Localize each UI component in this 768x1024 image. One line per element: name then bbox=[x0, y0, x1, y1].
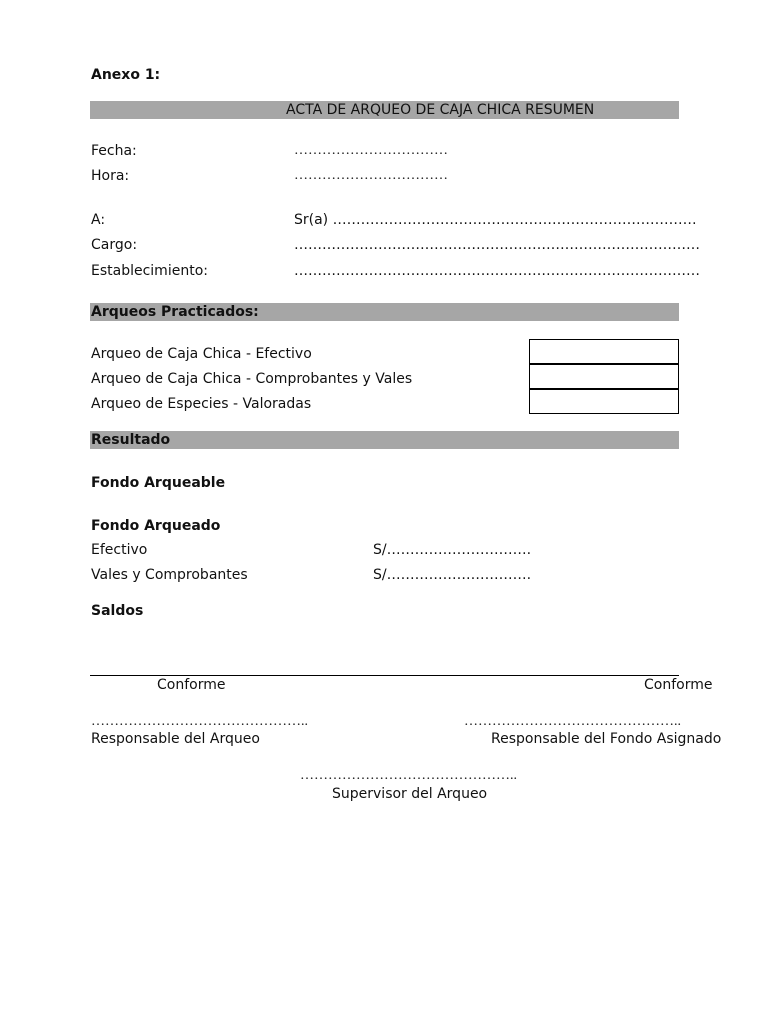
saldos-label: Saldos bbox=[91, 603, 144, 619]
establecimiento-label: Establecimiento: bbox=[91, 263, 208, 279]
fondo-arqueado-label: Fondo Arqueado bbox=[91, 518, 221, 534]
hora-value: …………………………… bbox=[294, 168, 448, 183]
section-practicados-title: Arqueos Practicados: bbox=[91, 304, 259, 320]
arqueo-box-especies[interactable] bbox=[529, 389, 679, 414]
vales-label: Vales y Comprobantes bbox=[91, 567, 248, 583]
cargo-label: Cargo: bbox=[91, 237, 138, 253]
sign-right-label: Responsable del Fondo Asignado bbox=[491, 731, 722, 747]
fondo-arqueable-label: Fondo Arqueable bbox=[91, 475, 226, 491]
arqueo-item-especies: Arqueo de Especies - Valoradas bbox=[91, 396, 312, 412]
arqueo-box-comprobantes[interactable] bbox=[529, 364, 679, 389]
section-practicados-bar bbox=[90, 303, 679, 321]
arqueo-item-efectivo: Arqueo de Caja Chica - Efectivo bbox=[91, 346, 312, 362]
a-value: Sr(a) …………………………………………………………………… bbox=[294, 212, 697, 228]
conforme-right: Conforme bbox=[644, 677, 713, 693]
fecha-label: Fecha: bbox=[91, 143, 137, 159]
establecimiento-value: …………………………………………………………………………… bbox=[294, 263, 700, 279]
sign-center-dots: ……………………………………….. bbox=[300, 768, 517, 783]
arqueo-item-comprobantes: Arqueo de Caja Chica - Comprobantes y Vales bbox=[91, 371, 413, 387]
section-resultado-title: Resultado bbox=[91, 432, 171, 448]
sign-left-dots: ……………………………………….. bbox=[91, 714, 308, 729]
title-bar bbox=[90, 101, 679, 119]
sign-center-label: Supervisor del Arqueo bbox=[332, 786, 488, 802]
conforme-left: Conforme bbox=[157, 677, 226, 693]
sign-left-label: Responsable del Arqueo bbox=[91, 731, 260, 747]
fecha-value: …………………………… bbox=[294, 143, 448, 158]
sign-right-dots: ……………………………………….. bbox=[464, 714, 681, 729]
hora-label: Hora: bbox=[91, 168, 130, 184]
cargo-value: …………………………………………………………………………… bbox=[294, 237, 700, 253]
document-title: ACTA DE ARQUEO DE CAJA CHICA RESUMEN bbox=[286, 102, 595, 118]
efectivo-value: S/…………………………. bbox=[373, 542, 532, 558]
efectivo-label: Efectivo bbox=[91, 542, 148, 558]
annex-label: Anexo 1: bbox=[91, 67, 161, 83]
vales-value: S/…………………………. bbox=[373, 567, 532, 583]
a-label: A: bbox=[91, 212, 106, 228]
arqueo-box-efectivo[interactable] bbox=[529, 339, 679, 364]
section-resultado-bar bbox=[90, 431, 679, 449]
